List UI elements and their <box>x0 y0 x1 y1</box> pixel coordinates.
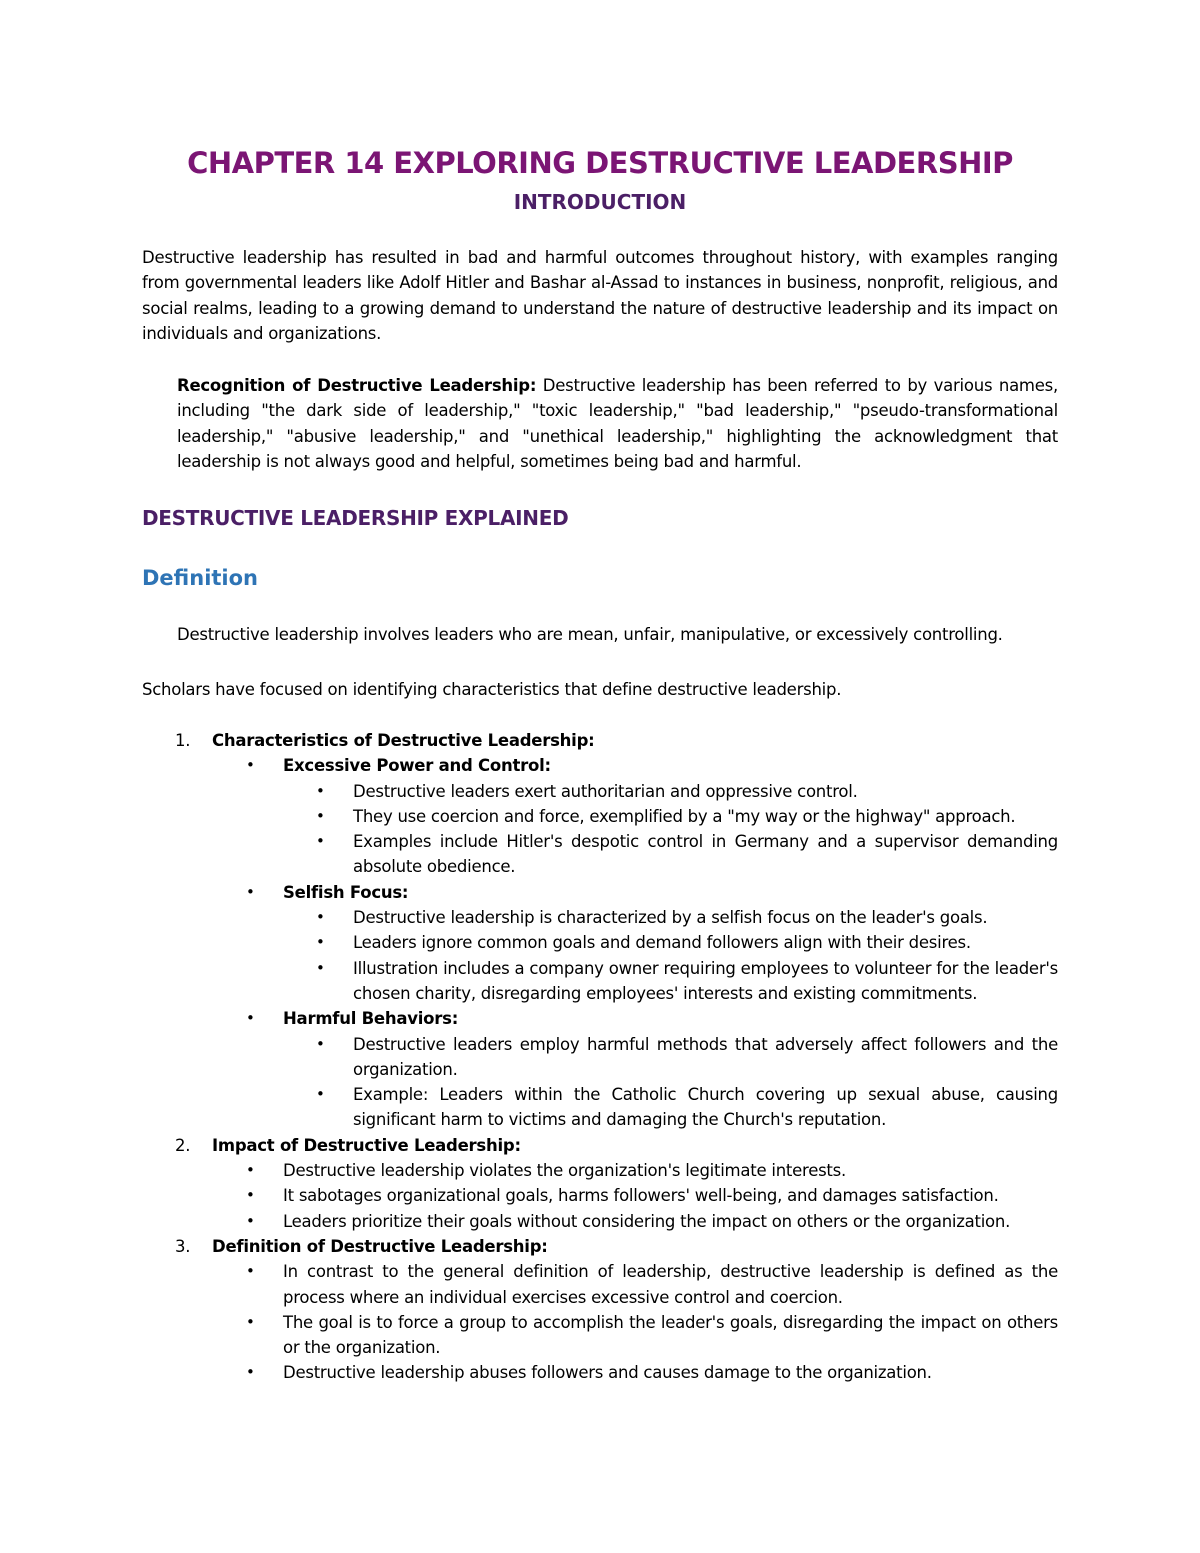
list-number: 3. <box>175 1236 191 1256</box>
list-item <box>0 930 1058 955</box>
list-item <box>0 804 1058 829</box>
list-item <box>0 905 1058 930</box>
bullet-icon: • <box>246 756 255 775</box>
bullet-icon: • <box>246 1262 255 1281</box>
list-item-text: Destructive leadership violates the organization's legitimate interests. <box>283 1161 846 1181</box>
list-item <box>0 1183 1058 1208</box>
list-item <box>0 1209 1058 1234</box>
scholars-paragraph: Scholars have focused on identifying characteristics that define destructive leadership. <box>142 680 842 699</box>
sub-item-label: Harmful Behaviors: <box>283 1009 459 1029</box>
sub-item-label: Selfish Focus: <box>283 882 409 902</box>
introduction-heading: INTRODUCTION <box>513 190 687 214</box>
list-item-text: Destructive leaders exert authoritarian and oppressive control. <box>353 781 858 801</box>
bullet-icon: • <box>246 1211 255 1230</box>
list-item <box>0 779 1058 804</box>
recognition-label: Recognition of Destructive Leadership: <box>177 376 537 395</box>
sub-item-harmful-behaviors <box>0 1006 1058 1031</box>
list-item <box>0 1360 1058 1385</box>
list-item-text: Destructive leaders employ harmful methods that adversely affect followers and the organization. <box>353 1034 1058 1079</box>
list-item-text: Leaders ignore common goals and demand followers align with their desires. <box>353 933 971 953</box>
list-item-text: Examples include Hitler's despotic control in Germany and a supervisor demanding absolute obedience. <box>353 832 1058 877</box>
sub-item-selfish-focus <box>0 880 1058 905</box>
sub-item-label: Excessive Power and Control: <box>283 756 551 776</box>
bullet-icon: • <box>316 933 325 952</box>
bullet-icon: • <box>246 882 255 901</box>
list-item <box>0 1158 1058 1183</box>
list-item <box>0 956 1058 1007</box>
bullet-icon: • <box>246 1186 255 1205</box>
list-item <box>0 1310 1058 1361</box>
definition-paragraph: Destructive leadership involves leaders who are mean, unfair, manipulative, or excessively controlling. <box>177 625 1003 644</box>
list-item-text: The goal is to force a group to accomplish the leader's goals, disregarding the impact on others or the organization. <box>283 1312 1058 1358</box>
list-item <box>0 1259 1058 1310</box>
bullet-icon: • <box>246 1363 255 1382</box>
bullet-icon: • <box>316 781 325 800</box>
list-item-text: Leaders prioritize their goals without considering the impact on others or the organization. <box>283 1211 1011 1231</box>
bullet-icon: • <box>316 1085 325 1104</box>
list-item-text: In contrast to the general definition of leadership, destructive leadership is defined as the process where an individual exercises excessive control and coercion. <box>283 1262 1058 1307</box>
list-item-text: They use coercion and force, exemplified by a "my way or the highway" approach. <box>353 806 1016 826</box>
list-item-text: Illustration includes a company owner requiring employees to volunteer for the leader's chosen charity, disregarding employees' interests and existing commitments. <box>353 958 1058 1003</box>
section-heading: DESTRUCTIVE LEADERSHIP EXPLAINED <box>142 506 569 530</box>
bullet-icon: • <box>316 832 325 851</box>
sub-item-excessive-power <box>0 753 1058 778</box>
bullet-icon: • <box>316 806 325 825</box>
list-item-text: Destructive leadership abuses followers and causes damage to the organization. <box>283 1363 932 1383</box>
bullet-icon: • <box>316 908 325 927</box>
bullet-icon: • <box>246 1161 255 1180</box>
outline-item-label: Definition of Destructive Leadership: <box>212 1236 548 1256</box>
list-number: 1. <box>175 731 191 750</box>
list-item-text: It sabotages organizational goals, harms followers' well-being, and damages satisfaction. <box>283 1186 999 1206</box>
outline-item-characteristics <box>0 728 1058 753</box>
list-item-text: Example: Leaders within the Catholic Church covering up sexual abuse, causing significant harm to victims and damaging the Church's reputation. <box>353 1085 1058 1130</box>
intro-paragraph: Destructive leadership has resulted in bad and harmful outcomes throughout history, with examples ranging from governmental leaders like Adolf Hitler and Bashar al-Assad to instances in business, nonprofit, religious, and social realms, leading to a growing demand to understand the nature of destructive leadership and its impact on individuals and organizations. <box>142 248 1058 343</box>
numbered-outline <box>0 728 1200 1386</box>
recognition-text: Destructive leadership has been referred to by various names, including "the dark side of leadership," "toxic leadership," "bad leadership," "pseudo-transformational leadership," "abusive leadership," and "unethical leadership," highlighting the acknowledgment that leadership is not always good and helpful, sometimes being bad and harmful. <box>177 376 1058 471</box>
chapter-title: CHAPTER 14 EXPLORING DESTRUCTIVE LEADERSHIP <box>187 146 1013 180</box>
outline-item-definition <box>0 1234 1058 1259</box>
recognition-paragraph <box>177 373 1058 474</box>
outline-item-label: Characteristics of Destructive Leadership: <box>212 731 595 750</box>
list-item-text: Destructive leadership is characterized by a selfish focus on the leader's goals. <box>353 908 988 928</box>
outline-item-impact <box>0 1133 1058 1158</box>
bullet-icon: • <box>316 1034 325 1053</box>
list-item <box>0 829 1058 880</box>
list-item <box>0 1082 1058 1133</box>
bullet-icon: • <box>246 1312 255 1331</box>
outline-item-label: Impact of Destructive Leadership: <box>212 1135 521 1155</box>
bullet-icon: • <box>246 1009 255 1028</box>
definition-heading: Definition <box>142 566 259 590</box>
bullet-icon: • <box>316 958 325 977</box>
list-item <box>0 1032 1058 1083</box>
list-number: 2. <box>175 1135 191 1155</box>
